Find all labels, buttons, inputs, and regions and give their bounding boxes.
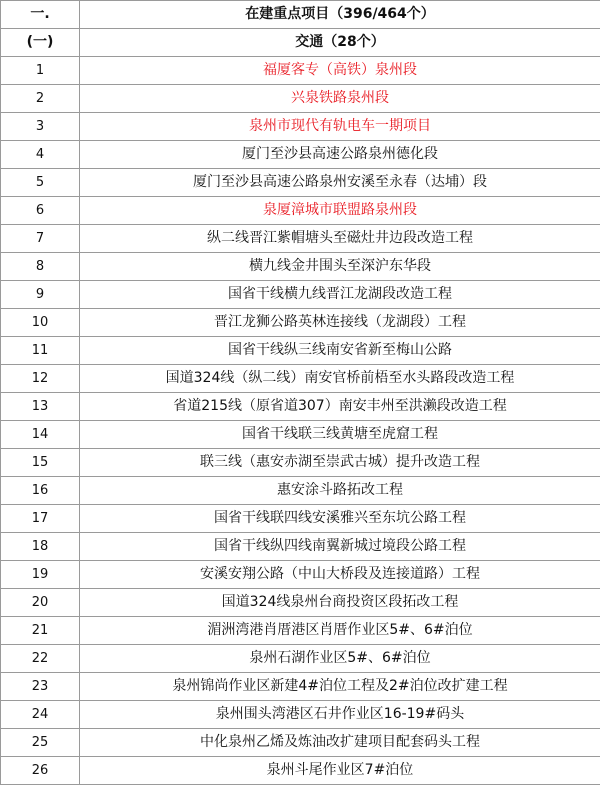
project-name: 福厦客专（高铁）泉州段 [80,57,600,85]
project-name: 安溪安翔公路（中山大桥段及连接道路）工程 [80,561,600,589]
table-row [1,141,600,169]
section-index: (一) [1,29,80,57]
table-row [1,449,600,477]
project-name: 晋江龙狮公路英林连接线（龙湖段）工程 [80,309,600,337]
row-number: 21 [1,617,80,645]
project-name: 省道215线（原省道307）南安丰州至洪濑段改造工程 [80,393,600,421]
row-number: 20 [1,589,80,617]
row-number: 17 [1,505,80,533]
project-name: 厦门至沙县高速公路泉州安溪至永春（达埔）段 [80,169,600,197]
table-row [1,57,600,85]
table-row [1,617,600,645]
project-name: 泉州锦尚作业区新建4#泊位工程及2#泊位改扩建工程 [80,673,600,701]
table-row [1,337,600,365]
row-number: 16 [1,477,80,505]
table-row [1,561,600,589]
table-row [1,169,600,197]
row-number: 26 [1,757,80,785]
table-row [1,393,600,421]
project-name: 国道324线（纵二线）南安官桥前梧至水头路段改造工程 [80,365,600,393]
row-number: 19 [1,561,80,589]
row-number: 15 [1,449,80,477]
table-row [1,729,600,757]
row-number: 1 [1,57,80,85]
table-row [1,645,600,673]
table-row [1,673,600,701]
row-number: 4 [1,141,80,169]
header-row [1,1,600,29]
project-name: 横九线金井围头至深沪东华段 [80,253,600,281]
table-row [1,253,600,281]
table-row [1,477,600,505]
project-name: 泉州石湖作业区5#、6#泊位 [80,645,600,673]
row-number: 24 [1,701,80,729]
project-name: 国省干线联四线安溪雅兴至东坑公路工程 [80,505,600,533]
header-index: 一. [1,1,80,29]
table-row [1,533,600,561]
row-number: 13 [1,393,80,421]
project-name: 泉厦漳城市联盟路泉州段 [80,197,600,225]
project-name: 国省干线横九线晋江龙湖段改造工程 [80,281,600,309]
section-title: 交通（28个） [80,29,600,57]
project-name: 联三线（惠安赤湖至崇武古城）提升改造工程 [80,449,600,477]
table-row [1,225,600,253]
row-number: 5 [1,169,80,197]
row-number: 6 [1,197,80,225]
row-number: 14 [1,421,80,449]
project-name: 国省干线联三线黄塘至虎窟工程 [80,421,600,449]
table-row [1,365,600,393]
row-number: 10 [1,309,80,337]
section-row [1,29,600,57]
row-number: 2 [1,85,80,113]
project-name: 国省干线纵三线南安省新至梅山公路 [80,337,600,365]
project-name: 纵二线晋江紫帽塘头至磁灶井边段改造工程 [80,225,600,253]
row-number: 7 [1,225,80,253]
project-name: 国省干线纵四线南翼新城过境段公路工程 [80,533,600,561]
table-row [1,589,600,617]
table-row [1,197,600,225]
table-row [1,281,600,309]
project-name: 惠安涂斗路拓改工程 [80,477,600,505]
table-row [1,85,600,113]
header-title: 在建重点项目（396/464个） [80,1,600,29]
table-row [1,757,600,785]
project-name: 泉州市现代有轨电车一期项目 [80,113,600,141]
project-name: 湄洲湾港肖厝港区肖厝作业区5#、6#泊位 [80,617,600,645]
row-number: 3 [1,113,80,141]
project-name: 中化泉州乙烯及炼油改扩建项目配套码头工程 [80,729,600,757]
row-number: 8 [1,253,80,281]
table-row [1,701,600,729]
row-number: 23 [1,673,80,701]
project-name: 兴泉铁路泉州段 [80,85,600,113]
table-row [1,421,600,449]
table-row [1,309,600,337]
project-name: 国道324线泉州台商投资区段拓改工程 [80,589,600,617]
row-number: 18 [1,533,80,561]
project-name: 泉州围头湾港区石井作业区16-19#码头 [80,701,600,729]
table-row [1,113,600,141]
row-number: 12 [1,365,80,393]
row-number: 22 [1,645,80,673]
project-name: 泉州斗尾作业区7#泊位 [80,757,600,785]
table-row [1,505,600,533]
row-number: 9 [1,281,80,309]
project-name: 厦门至沙县高速公路泉州德化段 [80,141,600,169]
row-number: 25 [1,729,80,757]
row-number: 11 [1,337,80,365]
